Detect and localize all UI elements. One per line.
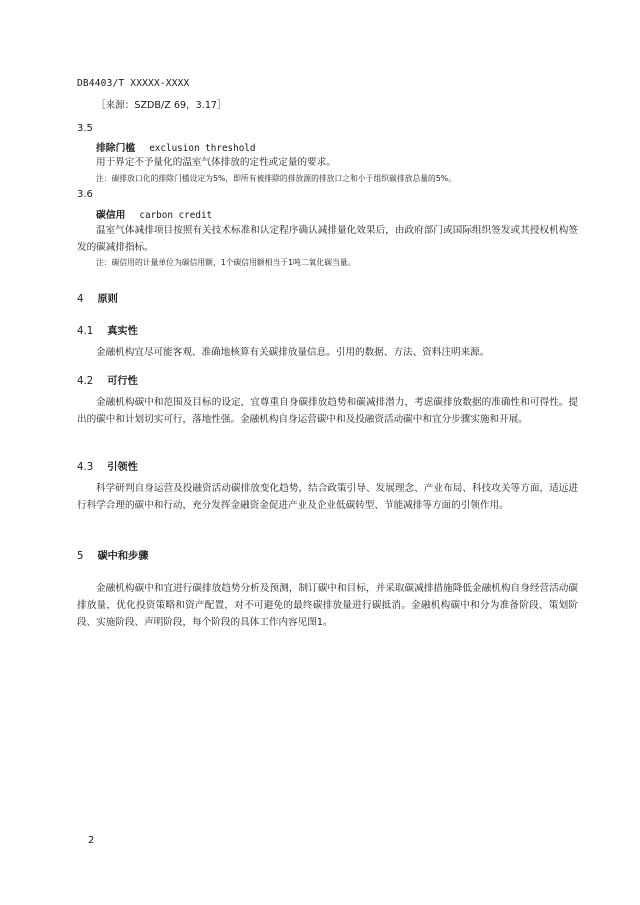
section-5-title: 碳中和步骤 xyxy=(97,551,149,562)
term-heading-3-6 xyxy=(77,207,578,221)
term-heading-3-5 xyxy=(77,140,578,154)
term-cn-3-6: 碳信用 xyxy=(96,210,126,221)
section-4-number: 4 xyxy=(77,294,84,305)
section-4-1-text: 金融机构宜尽可能客观、准确地核算有关碳排放量信息。引用的数据、方法、资料注明来源。 xyxy=(96,347,490,358)
section-4-3-number: 4.3 xyxy=(77,462,94,473)
section-4-3-text: 科学研判自身运营及投融资活动碳排放变化趋势，结合政策引导、发展理念、产业布局、科技攻关等方面，适远进行科学合理的碳中和行动，充分发挥金融资金促进产业及企业低碳转型、节能减排等方面的引领作用。 xyxy=(77,483,578,511)
term-en-3-6: carbon credit xyxy=(139,210,213,221)
source-reference: ［来源：SZDB/Z 69，3.17］ xyxy=(96,100,227,111)
section-4-heading xyxy=(77,290,578,305)
section-4-3-title: 引领性 xyxy=(107,462,138,473)
section-5-heading xyxy=(77,547,578,562)
term-cn-3-5: 排除门槛 xyxy=(96,143,136,154)
section-4-title: 原则 xyxy=(97,294,118,305)
section-4-2-title: 可行性 xyxy=(107,376,138,387)
note-3-5: 注：碳排放口化的排除门槛设定为5%，即所有被排除的排放源的排放口之和小于组织碳排放总量的5%。 xyxy=(96,174,456,183)
section-4-1-title: 真实性 xyxy=(107,326,138,337)
term-number-3-6: 3.6 xyxy=(77,189,93,200)
section-5-text: 金融机构碳中和宜进行碳排放趋势分析及预测，制订碳中和目标，并采取碳减排措施降低金融机构自身经营活动碳排放量，优化投资策略和资产配置，对不可避免的最终碳排放量进行碳抵消。金融机构碳中和分为准备阶段、策划阶段、实施阶段、声明阶段，每个阶段的具体工作内容见图1。 xyxy=(77,583,578,628)
term-number-3-5: 3.5 xyxy=(77,123,93,134)
term-en-3-5: exclusion threshold xyxy=(149,143,256,154)
document-code: DB4403/T XXXXX-XXXX xyxy=(77,78,190,89)
section-4-2-heading xyxy=(77,372,578,387)
section-4-3-heading xyxy=(77,458,578,473)
definition-3-6: 温室气体减排项目按照有关技术标准和认定程序确认减排量化效果后，由政府部门或国际组织签发或其授权机构签发的碳减排指标。 xyxy=(77,225,578,253)
definition-3-5: 用于界定不予量化的温室气体排放的定性或定量的要求。 xyxy=(96,157,336,168)
section-4-2-number: 4.2 xyxy=(77,376,94,387)
section-4-2-text: 金融机构碳中和范围及目标的设定，宜尊重自身碳排放趋势和碳减排潜力，考虑碳排放数据的准确性和可得性。提出的碳中和计划切实可行，落地性强。金融机构自身运营碳中和及投融资活动碳中和宜分步骤实施和开展。 xyxy=(77,397,578,425)
section-4-1-heading xyxy=(77,322,578,337)
section-4-1-number: 4.1 xyxy=(77,326,94,337)
section-5-number: 5 xyxy=(77,551,84,562)
page-number: 2 xyxy=(88,835,95,846)
note-3-6: 注：碳信用的计量单位为碳信用额，1个碳信用额相当于1吨二氧化碳当量。 xyxy=(96,258,356,267)
